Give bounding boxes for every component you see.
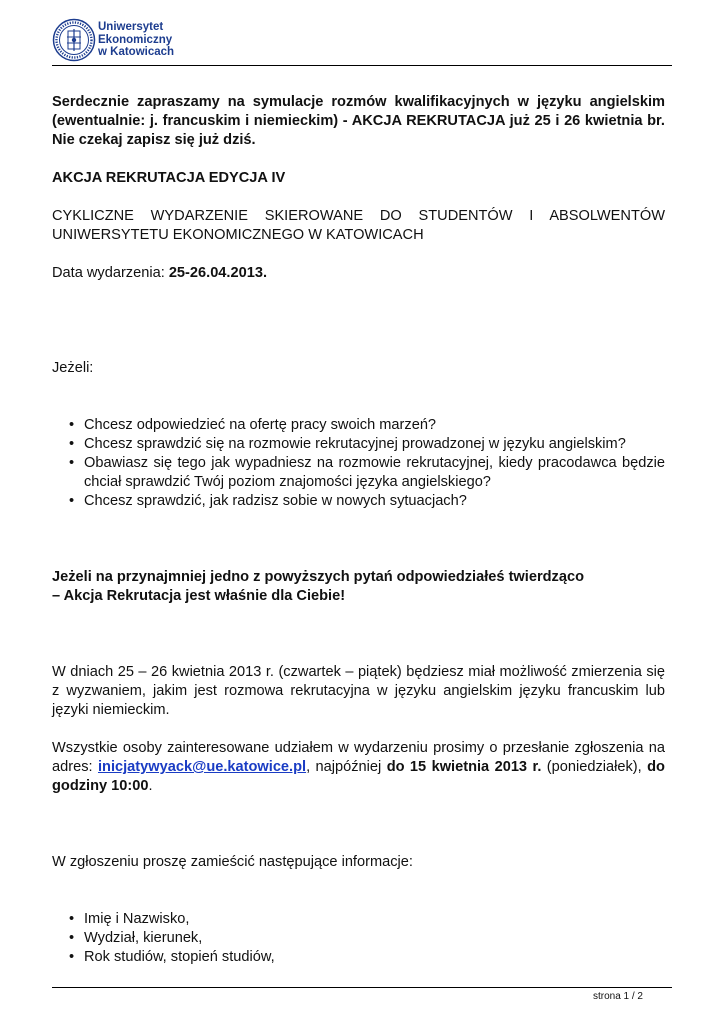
header-divider xyxy=(52,65,672,66)
university-name-line-1: Uniwersytet xyxy=(98,21,164,33)
page-number: strona 1 / 2 xyxy=(592,991,643,1002)
answer-line-2: – Akcja Rekrutacja jest właśnie dla Ciebie! xyxy=(52,588,346,604)
footer-divider xyxy=(52,987,672,988)
answer-line-1: Jeżeli na przynajmniej jedno z powyższych pytań odpowiedziałeś twierdząco xyxy=(52,569,584,585)
email-link[interactable]: inicjatywyack@ue.katowice.pl xyxy=(97,759,307,775)
list-item: • Chcesz sprawdzić, jak radzisz sobie w nowych sytuacjach? xyxy=(84,492,665,511)
application-text-2: , najpóźniej xyxy=(306,759,387,775)
event-date-label: Data wydarzenia: xyxy=(52,265,169,281)
list-item: • Wydział, kierunek, xyxy=(84,929,665,948)
list-item: • Chcesz odpowiedzieć na ofertę pracy swoich marzeń? xyxy=(84,416,665,435)
list-item: • Obawiasz się tego jak wypadniesz na rozmowie rekrutacyjnej, kiedy pracodawca będzie chciał sprawdzić Twój poziom znajomości języka angielskiego? xyxy=(84,454,665,492)
application-paragraph xyxy=(52,739,665,796)
edition-title: AKCJA REKRUTACJA EDYCJA IV xyxy=(52,170,286,186)
university-seal-icon xyxy=(52,18,96,62)
event-description: CYKLICZNE WYDARZENIE SKIEROWANE DO STUDENTÓW I ABSOLWENTÓW UNIWERSYTETU EKONOMICZNEGO W KATOWICACH xyxy=(52,208,665,243)
info-list xyxy=(52,910,665,967)
application-text-3: (poniedziałek), xyxy=(541,759,648,775)
page-header xyxy=(52,14,672,66)
university-name xyxy=(98,21,174,59)
if-label: Jeżeli: xyxy=(52,360,94,376)
event-date xyxy=(52,264,665,283)
university-name-line-2: Ekonomiczny xyxy=(98,33,173,46)
list-item: • Chcesz sprawdzić się na rozmowie rekrutacyjnej prowadzonej w języku angielskim? xyxy=(84,435,665,454)
document-body xyxy=(52,93,665,967)
intro-paragraph: Serdecznie zapraszamy na symulacje rozmów kwalifikacyjnych w języku angielskim (ewentualnie: j. francuskim i niemieckim) - AKCJA REKRUTACJA już 25 i 26 kwietnia br. Nie czekaj zapisz się już dziś. xyxy=(52,94,665,148)
info-label: W zgłoszeniu proszę zamieścić następujące informacje: xyxy=(52,854,413,870)
application-hour: do godziny 10:00 xyxy=(52,759,665,794)
event-date-value: 25-26.04.2013. xyxy=(168,265,267,281)
questions-list xyxy=(52,416,665,511)
application-deadline: do 15 kwietnia 2013 r. xyxy=(386,759,542,775)
list-item: • Imię i Nazwisko, xyxy=(84,910,665,929)
university-name-line-3: w Katowicach xyxy=(98,46,175,58)
application-text-1: Wszystkie osoby zainteresowane udziałem w wydarzeniu prosimy o przesłanie zgłoszenia na adres: xyxy=(52,740,665,775)
list-item: • Rok studiów, stopień studiów, xyxy=(84,948,665,967)
event-days-paragraph: W dniach 25 – 26 kwietnia 2013 r. (czwartek – piątek) będziesz miał możliwość zmierzenia się z wyzwaniem, jakim jest rozmowa rekrutacyjna w języku angielskim języku francuskim lub języki niemieckim. xyxy=(52,664,665,718)
application-text-4: . xyxy=(148,778,153,794)
